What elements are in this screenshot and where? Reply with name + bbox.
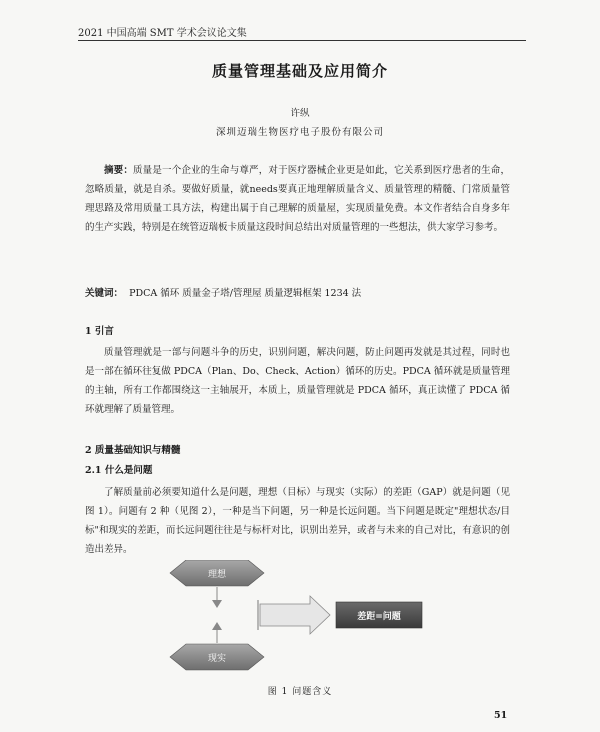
keywords-label: 关键词： [85, 288, 124, 299]
introduction-paragraph: 质量管理就是一部与问题斗争的历史，识别问题，解决问题，防止问题再发就是其过程，同时也是一部在循环往复做 PDCA（Plan、Do、Check、Action）循环的历史。PDCA 循环就是质量管理的主轴，所有工作都围绕这一主轴展开，本质上，质量管理就是 PDCA 循环，真正读懂了 PDCA 循环就理解了质量管理。 [85, 347, 510, 415]
header-rule [78, 40, 526, 41]
result-label: 差距=问题 [357, 612, 401, 622]
section-heading-basics: 2 质量基础知识与精髓 [85, 445, 181, 456]
abstract-label: 摘要： [104, 165, 134, 176]
keywords-line [85, 285, 525, 299]
what-is-problem-paragraph: 了解质量前必须要知道什么是问题，理想（目标）与现实（实际）的差距（GAP）就是问题（见图 1）。问题有 2 种（见图 2），一种是当下问题，另一种是长远问题。当下问题是既定"理想状态/目标"和现实的差距，而长远问题往往是与标杆对比，识别出差异，或者与未来的自己对比，有意识的创造出差异。 [85, 487, 510, 555]
reality-arrow-head [212, 622, 222, 630]
subsection-heading-what-is-problem: 2.1 什么是问题 [85, 465, 153, 476]
section-heading-introduction: 1 引言 [85, 326, 114, 337]
keywords-text: PDCA 循环 质量金子塔/管理屋 质量逻辑框架 1234 法 [129, 288, 362, 299]
abstract-text: 质量是一个企业的生命与尊严，对于医疗器械企业更是如此，它关系到医疗患者的生命，忽略质量，就是自杀。要做好质量，就needs要真正地理解质量含义、质量管理的精髓、门常质量管理思路及常用质量工具方法，构建出属于自己理解的质量屋，实现质量免费。本文作者结合自身多年的生产实践，特别是在统管迈瑞板卡质量这段时间总结出对质量管理的一些想法，供大家学习参考。 [85, 165, 510, 233]
problem-diagram [168, 560, 432, 672]
ideal-label: 理想 [207, 570, 227, 580]
author-affiliation: 深圳迈瑞生物医疗电子股份有限公司 [215, 127, 384, 138]
figure-caption: 图 1 问题含义 [267, 687, 333, 697]
page-number: 51 [494, 710, 508, 721]
paper-title: 质量管理基础及应用简介 [211, 62, 388, 80]
running-header: 2021 中国高端 SMT 学术会议论文集 [78, 28, 247, 39]
author-name: 许纵 [290, 108, 310, 119]
ideal-arrow-head [212, 600, 222, 608]
gap-arrow [260, 596, 330, 634]
abstract-paragraph [85, 161, 510, 237]
reality-label: 现实 [207, 654, 227, 664]
